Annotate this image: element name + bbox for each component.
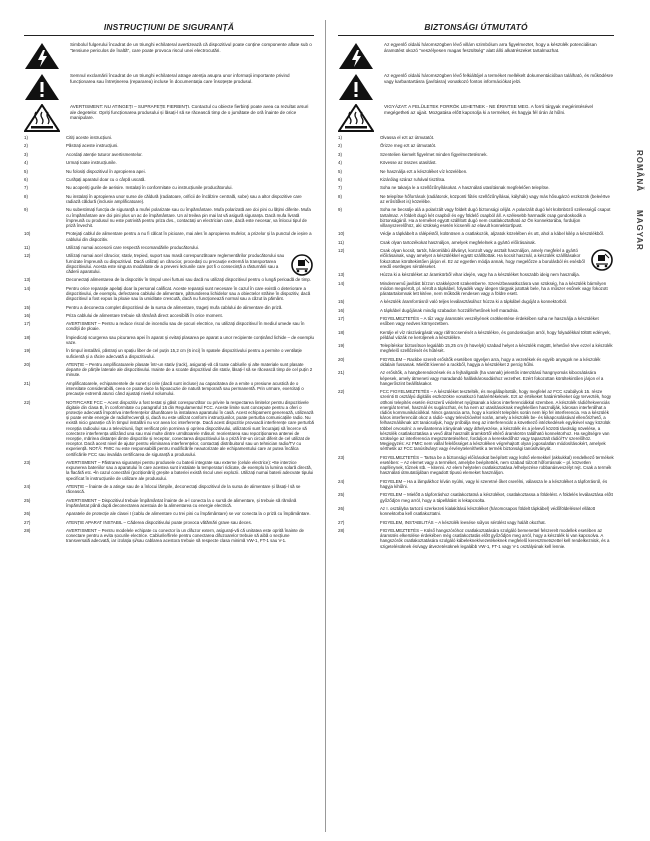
list-item xyxy=(24,152,314,157)
list-item xyxy=(338,281,614,297)
item-text: Kizárólag száraz ruhával tisztítsa. xyxy=(380,176,446,182)
list-item xyxy=(24,160,314,165)
item-text: Deconectați alimentarea de la dispozitiv în timpul unei furtuni sau dacă nu utilizați dispozitivul pentru o lungă perioadă de timp. xyxy=(66,277,312,283)
list-item xyxy=(338,231,614,236)
item-text: Pentru orice reparație apelați doar la personal calificat. Aceste reparații sunt necesare în cazul în care există o deteriorare a dispozitivului, de exemplu, defectarea cablului de alimentare, pătrunderea lichidelor sau a obiectelor străine în dispozitiv, dacă dispozitivul a fost expus la ploaie sau la umiditate crescută, dacă nu funcționează normal sau a căzut la pământ. xyxy=(66,285,311,302)
list-item xyxy=(24,460,314,481)
item-number: 2) xyxy=(338,143,342,149)
list-item xyxy=(24,520,314,525)
item-text: Soha ne takarja le a szellőzőnyílásokat. A használati utasításnak megfelelően telepítse. xyxy=(380,185,550,191)
item-number: 24) xyxy=(338,478,345,484)
item-text: Az erősítők, a hangberendezések és a fejhallgatók (ha vannak) jelentős intenzitású hangnyomás kibocsátására képesek, amely átmeneti vagy maradandó halláskárosodáshoz vezethet. Ezért fokozottan körültekintően járjon el a hangerőszint beállításakor. xyxy=(380,370,604,386)
item-number: 9) xyxy=(338,207,342,213)
list-item xyxy=(338,528,614,549)
item-text: FIGYELEM – Ha a lámpákhoz kíván nyúlni, vagy ki szeretné őket cserélni, válassza le a készüléket a tápforrásról, és hagyja kihűlni. xyxy=(380,478,608,490)
list-item xyxy=(338,248,614,269)
item-text: Nu folosiți dispozitivul în apropierea apei. xyxy=(66,168,146,174)
exclamation-triangle-icon xyxy=(338,73,374,101)
item-number: 28) xyxy=(24,528,31,534)
list-item xyxy=(24,313,314,318)
item-number: 2) xyxy=(24,143,28,149)
item-number: 21) xyxy=(338,370,345,376)
list-item xyxy=(338,492,614,502)
list-item xyxy=(24,177,314,182)
item-text: Az I. osztályba tartozó szerkezeti kialakítású készüléket (háromcsapos földelt tápkábel) védőföldeléssel ellátott konnektorba kell csatlakoztatni. xyxy=(380,506,596,517)
item-number: 7) xyxy=(338,185,342,191)
list-item xyxy=(24,286,314,302)
item-number: 25) xyxy=(338,492,345,498)
list-item xyxy=(338,389,614,451)
item-text: Ne telepítse hőforrások (radiátorok, központi fűtés szellőzőnyílásai, kályhák) vagy más hősugárzó eszközök (beleértve az erősítőket is) közelébe. xyxy=(380,193,610,204)
item-number: 23) xyxy=(24,460,31,466)
list-item xyxy=(338,479,614,489)
item-text: Telepítéskor biztosítson legalább 15,25 cm (6 hüvelyk) szabad helyet a készülék mögött, lehetővé téve ezzel a készülék megfelelő szellőzését és hűtését. xyxy=(380,343,613,354)
item-text: Acordați atenție tuturor avertismentelor. xyxy=(66,151,143,157)
list-item xyxy=(24,194,314,204)
item-number: 17) xyxy=(24,321,31,327)
item-text: Amplificatoarele, echipamentele de sunet și cele (dacă sunt incluse) au capacitatea de a emite o presiune acustică de o intensitate considerabilă, ceea ce poate duce la hipoacuzie de natură temporară sau permanentă. Prin urmare, exercitați o precauție extremă atunci când ajustați nivelul volumului. xyxy=(66,380,304,397)
item-number: 12) xyxy=(24,253,31,259)
item-text: ATENȚIE – Înainte de a atinge sau de a înlocui lămpile, deconectați dispozitivul de la sursa de alimentare și lăsați-l să se răcească. xyxy=(66,484,301,495)
item-text: Őrizze meg ezt az útmutatót. xyxy=(380,143,437,149)
exclamation-triangle-icon xyxy=(24,73,60,101)
side-tab-romana: ROMÂNĂ xyxy=(635,150,644,192)
item-text: ATENȚIE APARAT INSTABIL – Căderea dispozitivului poate provoca vătămări grave sau deces. xyxy=(66,519,252,525)
list-item xyxy=(24,135,314,140)
item-text: A tápkábel dugójának mindig szabadon hozzáférhetőnek kell maradnia. xyxy=(380,307,519,313)
item-text: AVERTISMENT – Pentru a reduce riscul de incendiu sau de șocuri electrice, nu utilizați dispozitivul în mediul umede sau în condiții de ploaie. xyxy=(66,321,305,332)
item-text: Ne használja ezt a készüléket víz közelében. xyxy=(380,168,468,174)
item-text: AVERTISMENT – Pentru modelele echipate cu conector la un difuzor extern, asigurați-vă că unitatea este oprită înainte de conectare pentru a evita șocurile electrice. Cablurile/firele pentru conectarea difuzoarelor trebuie să aibă o secțiune transversală adecvată, iar izolația și/sau cablarea acestora trebuie să respecte clasa minimă VW-1, FT-1 sau V-1. xyxy=(66,528,304,544)
romanian-column xyxy=(24,22,314,547)
item-number: 10) xyxy=(338,231,345,237)
item-text: Păstrați aceste instrucțiuni. xyxy=(66,143,119,149)
ro-title: INSTRUCȚIUNI DE SIGURANȚĂ xyxy=(24,22,314,36)
item-number: 23) xyxy=(338,454,345,460)
lightning-triangle-icon xyxy=(338,42,374,70)
item-number: 1) xyxy=(338,135,342,140)
item-number: 28) xyxy=(338,528,345,534)
item-text: Kövesse az összes utasítást. xyxy=(380,160,437,166)
ro-warning-text: Semnul exclamării încadrat de un triunghi echilateral atrage atenția asupra unor informații importante privind funcționarea sau întreținerea (repararea) incluse în documentația care însoțește produsul. xyxy=(70,73,290,84)
item-text: AVERTISMENT – Dispozitivul trebuie împământat înainte de a-l conecta la o sursă de alimentare, și trebuie să rămână împământat până după deconectarea acestuia de la alimentarea cu energie electrică. xyxy=(66,497,297,508)
item-text: Utilizați numai acel cărucior, stativ, trepied, suport sau masă corespunzătoare reglementărilor producătorului sau furnizate împreună cu dispozitivul. Dacă utilizați un cărucior, procedați cu precauție extremă la transportarea dispozitivului. Acesta este singura modalitate de a preveni leziunile care pot fi o consecință a răsturnării sau a căderii aparatului. xyxy=(66,253,285,274)
item-number: 14) xyxy=(338,280,345,286)
item-text: Soha ne becsülje alá a polarizált vagy földelt dugó biztonsági célját. A polarizált dugó két különböző szélességű csapot tartalmaz. A földelt dugó két csapból és egy földelő csapból áll. A szélesebb harmadik csap gondoskodik a biztonságáról. Ha a terméket együtt szállított dugó nem csatlakoztatható az Ön konnektorába, forduljon villanyszerelőhöz, aki szükség esetén kicseréli az elavult konnektortípust. xyxy=(380,207,611,228)
item-number: 25) xyxy=(24,497,31,503)
list-item xyxy=(24,498,314,508)
list-item xyxy=(338,330,614,340)
hu-warning-lightning xyxy=(338,42,614,68)
ro-warning-text: Simbolul fulgerului încadrat de un triunghi echilateral avertizează că dispozitivul poate conține componente aflate sub o "tensiune periculos de înaltă", care poate provoca riscul unei electrocutări. xyxy=(70,42,312,53)
lightning-triangle-icon xyxy=(24,42,60,70)
hu-warning-text: VIGYÁZAT: A FELÜLETEK FORRÓK LEHETNEK - NE ÉRINTSE MEG. A forró tárgyak megérintésével megégetheti az ujjait. Mozgatása előtt kapcsolja ki a terméket, és hagyja fél órán át hűlni. xyxy=(384,104,593,115)
list-item xyxy=(24,277,314,282)
item-number: 12) xyxy=(338,248,345,254)
ro-warning-exclamation xyxy=(24,73,314,99)
hu-warning-text: Az egyenlő oldalú háromszögben lévő villám szimbólum arra figyelmeztet, hogy a készülék potenciálisan áramütést okozó "veszélyesen magas feszültség" alatt álló alkatrészeket tartalmazhat. xyxy=(384,42,597,53)
item-number: 3) xyxy=(338,151,342,157)
hot-surface-icon xyxy=(24,104,60,132)
side-tab-magyar: MAGYAR xyxy=(635,210,644,251)
item-number: 27) xyxy=(338,519,345,525)
list-item xyxy=(338,343,614,353)
list-item xyxy=(338,135,614,140)
item-text: Citiți aceste instrucțiuni. xyxy=(66,135,113,140)
item-text: A készülék áramforrásról való teljes leválasztásához húzza ki a tápkábel dugóját a konnektorból. xyxy=(380,299,568,305)
list-item xyxy=(338,177,614,182)
item-number: 21) xyxy=(24,380,31,386)
ro-warning-hot-surface xyxy=(24,104,314,130)
item-number: 27) xyxy=(24,519,31,525)
list-item xyxy=(24,185,314,190)
item-number: 4) xyxy=(24,160,28,166)
item-number: 20) xyxy=(338,356,345,362)
item-number: 15) xyxy=(338,299,345,305)
item-text: FIGYELMEZTETÉS – Tartsa be a biztonsági előírásokat beépített vagy külső elemekkel (akkukkal) rendelkező termékek esetében: – Az elemet vagy a terméket, amelybe beépítették, nem szabad túlzott hőforrásnak – pl. közvetlen napfénynek, tűznek stb. – kitenni. Az elem helytelen csatlakoztatása /elhelyezése robbanásveszélyt rejt. Csak a termék használati útmutatójában megadott típusú elemeket használjon. xyxy=(380,454,614,476)
item-number: 14) xyxy=(24,285,31,291)
list-item xyxy=(338,207,614,228)
item-number: 18) xyxy=(338,329,345,335)
list-item xyxy=(24,207,314,228)
item-text: FIGYELMEZTETÉS – A tűz vagy áramütés veszélyének csökkentése érdekében soha ne használja a készüléket esőben vagy nedves környezetben. xyxy=(380,316,599,327)
item-text: Kerülje el víz rászivárgását vagy ráfröccsenését a készülékre, és gondoskodjon arról, hogy folyadékkal töltött edények, például vázák ne kerüljenek a készülékre. xyxy=(380,329,611,340)
item-text: Curățați aparatul doar cu o cârpă uscată. xyxy=(66,176,146,182)
list-item xyxy=(24,348,314,358)
item-text: Nu acoperiți gurile de aerisire. Instalați în conformitate cu instrucțiunile producătorului. xyxy=(66,185,233,191)
item-text: Csak olyan tartozékokat használjon, amelyek megfelelnek a gyártó előírásainak. xyxy=(380,239,536,245)
item-number: 6) xyxy=(338,176,342,182)
list-item xyxy=(338,272,614,277)
item-number: 3) xyxy=(24,151,28,157)
item-text: Urmați toate instrucțiunile. xyxy=(66,160,117,166)
list-item xyxy=(24,169,314,174)
item-text: Olvassa el ezt az útmutatót. xyxy=(380,135,435,140)
item-number: 6) xyxy=(24,176,28,182)
list-item xyxy=(24,245,314,250)
item-number: 11) xyxy=(338,239,345,245)
item-number: 5) xyxy=(24,168,28,174)
list-item xyxy=(24,381,314,397)
list-item xyxy=(24,321,314,331)
item-number: 16) xyxy=(338,307,345,313)
hu-warning-text: Az egyenlő oldalú háromszögben lévő felkiáltójel a terméket mellékelt dokumentációban található, és működésre vagy karbantartásra (javításra) vonatkozó fontos információkat jelzi. xyxy=(384,73,614,84)
item-text: FCC FIGYELMEZTETÉS – A készüléket tesztelték, és megállapították, hogy megfelel az FCC szabályok 15. része szerinti B osztályú digitális eszközökre vonatkozó határértékeknek. Ezt az értékeket határértékeket úgy tervezték, hogy otthoni telepítés esetén észszerű védelmet nyújtsanak a káros interferenciákkal szemben. A készülék rádiófrekvenciás energiát termel, használ és sugározhat, és ha nem az utasításoknak megfelelően használják, károsan interferálhat a rádiós kommunikációkkal. Nincs garancia arra, hogy a konkrét telepítés során nem lép fel interferencia. Ha a készülék káros interferenciát okoz a rádió- vagy televízióvétel során, amely a készülék be- és kikapcsolásával ellenőrizhető, a felhasználóknak azt tanácsoljuk, hogy próbálja meg az interferenciát a következő intézkedések egyikével vagy közülük többel orvosolni: a vevőantenna irányának vagy áthelyezése, a készülék és a jelvevő közötti távolság növelése, a készülék csatlakoztatása a vevő által használt áramkörtől eltérő áramkörön található konnektorhoz. Ha segítségre van szüksége az interferencia megszüntetéséhez, forduljon a kereskedőhöz vagy tapasztalt rádió/TV szerelőhöz. Megjegyzés: Az FMIC nem vállal felelősséget a készüléken végrehajtott olyan jogosulatlan módosításokért, amelyek sérthetik az FCC tanúsítványt vagy érvényteleníthetik a termék biztonsági tanúsítványát. xyxy=(380,389,612,452)
list-item xyxy=(338,506,614,516)
item-text: AVERTISMENT – Păstrarea siguranței pentru produsele cu baterii integrate sau externe (celule electrice): •Se interzice expunerea bateriilor sau a aparatului în care acestea sunt instalate la temperaturi ridicate, de exemplu la lumina solară directă, la flacără etc. •În cazul conectării (poziționării) greșite a bateriei există riscul unei explozii. Utilizați numai baterii adecvate tipului specificat în instrucțiunile de utilizare ale produsului. xyxy=(66,460,314,481)
item-text: Aparatele de protecție ale clasei I (cablu de alimentare cu trei pini cu împământare) se vor conecta la o priză cu împământare. xyxy=(66,511,311,517)
hu-title: BIZTONSÁGI ÚTMUTATÓ xyxy=(338,22,614,36)
item-number: 19) xyxy=(24,348,31,354)
hungarian-column xyxy=(338,22,614,552)
ro-warning-text: AVERTISMENT: NU ATINGEȚI – SUPRAFEȚE FIERBINȚI. Contactul cu obiecte fierbinți poate avea ca rezultat arsuri ale degetelor. Opriți funcționarea produsului și lăsați-l să se răcească timp de o jumătate de oră înainte de orice manipulare. xyxy=(70,104,309,121)
list-item xyxy=(338,299,614,304)
hot-surface-icon xyxy=(338,104,374,132)
item-text: În timpul instalării, păstrați un spațiu liber de cel puțin 15,2 cm (6 inci) în spatele dispozitivului pentru a permite o ventilație suficientă și a răcire adecvată a dispozitivului. xyxy=(66,348,302,359)
list-item xyxy=(338,143,614,148)
item-number: 1) xyxy=(24,135,28,140)
item-text: FIGYELEM – Mielőtt a tápforráshoz csatlakoztatná a készüléket, csatlakoztassa a földelést. A földelés leválasztása előtt győződjön meg arról, hogy a tápellátást is lekapcsolta. xyxy=(380,492,613,503)
item-text: Protejați cablul de alimentare pentru a nu fi călcat în picioare, mai ales în apropierea mufelor, a prizelor și la punctul de ieșire a cablului din dispozitiv. xyxy=(66,231,312,242)
list-item xyxy=(24,231,314,241)
item-number: 5) xyxy=(338,168,342,174)
item-number: 15) xyxy=(24,304,31,310)
item-number: 8) xyxy=(338,193,342,199)
item-number: 26) xyxy=(24,511,31,517)
list-item xyxy=(338,370,614,386)
item-text: Mindennemű javítást bízzon szakképzett szakemberre. Szervizbeavatkozásra van szükség, ha a készülék bármilyen módon megsérült, pl. sérült a tápkábel, folyadék vagy idegen tárgyak jutottak bele, ha a műszer esőnek vagy fokozott páratartalomnak lett kitéve, nem működik rendesen vagy a földre esett. xyxy=(380,280,608,296)
item-text: Szentelien kiemelt figyelmet minden figyelmeztetésnek. xyxy=(380,151,488,157)
item-number: 20) xyxy=(24,362,31,368)
item-text: Nu subestimați funcția de siguranță a mufei polarizate sau cu împământare. Mufa polarizată are doi pini cu lățimi diferite. Mufa cu împământare are doi pini plus un ac de împământare. Un al treilea pin mai lat vă asigură siguranța. Dacă mufa livrată împreună cu produsul nu este potrivită pentru priza dvs., contactați un electrician care, dacă este necesar, va înlocui tipul de priză învechit. xyxy=(66,207,311,228)
column-divider xyxy=(325,20,326,832)
item-number: 7) xyxy=(24,185,28,191)
item-text: Húzza ki a készüléket az áramkörből vihar idején, vagy ha a készüléket hosszabb ideig nem használja. xyxy=(380,272,580,278)
hu-warning-exclamation xyxy=(338,73,614,99)
ro-instructions-list xyxy=(24,135,314,544)
item-number: 13) xyxy=(24,277,31,283)
list-item xyxy=(24,400,314,457)
hu-warning-hot-surface xyxy=(338,104,614,130)
list-item xyxy=(24,511,314,516)
item-number: 17) xyxy=(338,316,345,322)
list-item xyxy=(24,528,314,544)
item-text: Nu instalați în apropierea unor surse de căldură (radiatoare, orificii de încălzire centrală, sobe) sau a altor dispozitive care radiază căldură (inclusiv amplificatoare). xyxy=(66,193,302,204)
item-number: 22) xyxy=(24,399,31,405)
item-text: Védje a tápkábelt a rálépéstől, különösen a csatlakozók, aljzatok közelében és ott, ahol a kábel kilép a készülékből. xyxy=(380,231,605,237)
list-item xyxy=(338,169,614,174)
item-text: ATENȚIE – Pentru amplificatoarele plasate într-un stativ (rack), asigurați-vă că toate cablurile și alte materiale sunt plasate departe de părțile laterale ale dispozitivului. Inainte de a scoate dispozitivul din stativ, lăsați-l să se răcească timp de cel puțin 2 minute. xyxy=(66,362,313,378)
list-item xyxy=(24,143,314,148)
item-number: 16) xyxy=(24,312,31,318)
hu-instructions-list xyxy=(338,135,614,549)
cart-tipover-icon xyxy=(290,254,314,276)
item-number: 10) xyxy=(24,231,31,237)
list-item xyxy=(338,308,614,313)
item-text: Împiedicați scurgerea sau picurarea apei în aparat și evitați plasarea pe aparat a unor recipiente conținând lichide – de exemplu vaze. xyxy=(66,334,314,346)
item-number: 22) xyxy=(338,389,345,395)
item-text: FIGYELMEZTETÉS – Külső hangszóróhoz csatlakoztatására szolgáló bemenettel felszerelt modellek esetében az áramütés elkerülése érdekében még csatlakoztatás előtt győződjön meg arról, hogy a készülék ki van kapcsolva. A hangszórók csatlakoztatására szolgáló kábeleknek/vezetékeknek megfelelő keresztmetszettel kell rendelkezniük, és a szigetelésüknek és/vagy átvezetésüknek legalább VW-1, FT-1 vagy V-1 osztályúnak kell lennie. xyxy=(380,528,610,549)
list-item xyxy=(338,240,614,245)
item-number: 19) xyxy=(338,343,345,349)
item-text: Csak olyan kocsit, tartót, háromlábú állványt, konzolt vagy asztalt használjon, amely megfelel a gyártó előírásainak, vagy amelyet a készülékkel együtt szállítottak. Ha kocsit használ, a készülék szállításakor fokozottan körültekintően járjon el. Ez az egyetlen módja annak, hogy megelőzze a borulásból és esésből eredő esetleges sérüléseket. xyxy=(380,248,585,269)
item-number: 9) xyxy=(24,207,28,213)
item-number: 18) xyxy=(24,334,31,340)
item-text: Pentru a deconecta complet dispozitivul de la sursa de alimentare, trageți mufa cablului de alimentare din priză. xyxy=(66,304,283,310)
item-number: 26) xyxy=(338,506,345,512)
item-number: 11) xyxy=(24,244,31,250)
item-number: 24) xyxy=(24,484,31,490)
list-item xyxy=(24,484,314,494)
list-item xyxy=(24,253,314,274)
list-item xyxy=(338,316,614,326)
list-item xyxy=(24,362,314,378)
item-text: FIGYELEM – Rackbe szerelt erősítők esetében ügyeljen arra, hogy a vezetékek és egyéb anyagok ne a készülék oldalain fussanak. Mielőtt kivenné a rackből, hagyja a készüléket 2 percig hűlni. xyxy=(380,356,601,368)
list-item xyxy=(338,455,614,476)
cart-tipover-icon xyxy=(590,249,614,271)
ro-warning-lightning xyxy=(24,42,314,68)
item-number: 8) xyxy=(24,193,28,199)
item-number: 4) xyxy=(338,160,342,166)
item-text: FIGYELEM, INSTABILITÁS – A készülék leesése súlyos sérülést vagy halált okozhat. xyxy=(380,519,546,525)
list-item xyxy=(338,185,614,190)
item-number: 13) xyxy=(338,272,345,278)
list-item xyxy=(24,305,314,310)
list-item xyxy=(24,335,314,345)
item-text: NOTIFICARE FCC – Acest dispozitiv a fost testat și găsit corespunzător cu privire la respectarea limitelor pentru dispozitivele digitale din clasa B, în conformitate cu paragraful 15 din Regulamentul FCC. Aceste limite sunt concepute pentru a oferi o protecție adecvată împotriva interferențelor dăunătoare la instalarea aparatului în casă. Acest echipament generează, utilizează și poate emite energie de radiofrecvență și, dacă nu este utilizat conform instrucțiunilor, poate perturba comunicațiile radio. Nu există nicio garanție că în timpul instalării nu vor avea loc interferențe. Dacă acest dispozitiv provoacă interferențe care perturbă recepția radioului sau a televiziunii, fapt verificat prin pornirea și oprirea dispozitivului, utilizatorii sunt încurajați să încerce să corecteze interferența utilizând una sau mai multe dintre următoarele măsuri: reorientarea sau repoziționarea antenei de recepție, mărirea distanței dintre dispozitiv și receptor, conectarea dispozitivului la o priză într-un circuit diferit de cel utilizat de receptor. Dacă acest nivel de ajutor pentru eliminarea interferențelor, contactați distribuitorul sau un tehnician radio/TV cu experiență. NOTĂ: FMIC nu este responsabilă pentru modificările neautorizate ale echipamentului care ar putea încălca certificările FCC sau invalida certificarea de siguranță a produsului. xyxy=(66,399,314,457)
list-item xyxy=(338,194,614,204)
list-item xyxy=(338,357,614,367)
list-item xyxy=(338,520,614,525)
item-text: Priza cablului de alimentare trebuie să rămână direct accesibilă în orice moment. xyxy=(66,312,223,318)
list-item xyxy=(338,160,614,165)
list-item xyxy=(338,152,614,157)
item-text: Utilizați numai accesorii care respectă recomandările producătorului. xyxy=(66,244,199,250)
